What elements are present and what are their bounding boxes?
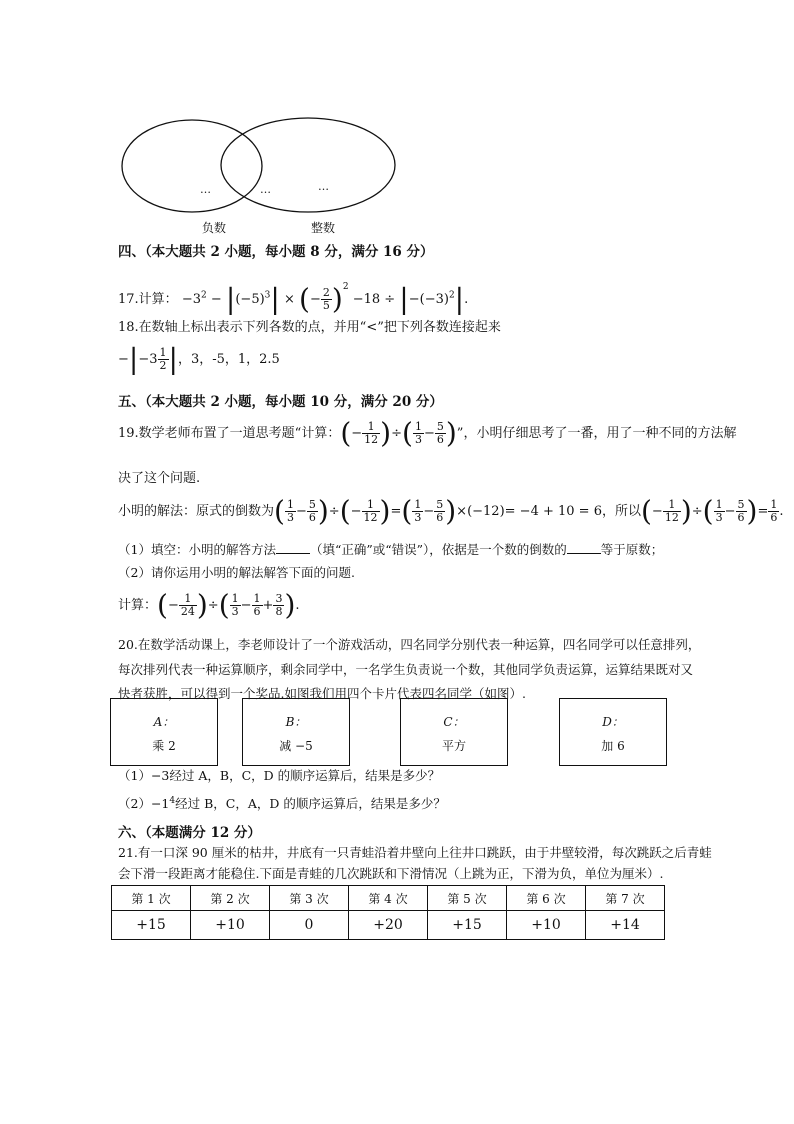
c-po1: ( xyxy=(157,588,168,622)
q17-term7-exp: 2 xyxy=(448,290,455,301)
q19-lead: 19.数学老师布置了一道思考题“计算： xyxy=(118,426,341,441)
card-d-op: 加 6 xyxy=(601,739,625,753)
c-f2d: 3 xyxy=(231,605,239,618)
c-f1d: 24 xyxy=(180,605,195,618)
q20-s1c: 经过 A，B，C，D 的顺序运算后，结果是多少？ xyxy=(169,768,441,783)
q17-abs-open: | xyxy=(225,282,236,316)
q20-sub1 xyxy=(118,766,440,784)
s-po5: ( xyxy=(702,494,714,528)
q17-frac-exp: 2 xyxy=(342,282,349,292)
q17-abs2-open: | xyxy=(399,282,409,316)
card-c xyxy=(400,698,508,766)
q19-frac3 xyxy=(435,421,446,446)
q19-solution: 小明的解法：原式的倒数为( $\frac{1}{3}$ − $\frac{5}{6}$ )÷(− $\frac{1}{12}$ )=( $\frac{1}{3}$ − $\frac{5}{6}$ )×(−12)= −4 + 10 = 6，所以(− $\frac{1}{12}$ )÷( $\frac{1}{3}$ − $\frac{5}{6}$ )= $\frac{1}{6}$ . xyxy=(118,494,784,528)
s-f3 xyxy=(362,499,380,524)
card-b-name: B： xyxy=(285,715,307,729)
jump-value: +15 xyxy=(112,911,191,940)
card-d-name: D： xyxy=(602,715,624,729)
jump-value: +10 xyxy=(507,911,586,940)
section-6-title: 六、（本题满分 12 分） xyxy=(118,825,261,841)
c-po2: ( xyxy=(218,588,230,622)
q20-s2exp: 4 xyxy=(169,795,176,806)
q19-sol-times: ×(−12) xyxy=(456,504,505,519)
q18-frac-num: 1 xyxy=(159,346,167,359)
s-f1n: 1 xyxy=(286,498,294,511)
q17-term1-exp: 2 xyxy=(201,290,207,301)
q19-p1c: 等于原数； xyxy=(600,542,664,557)
jump-header: 第 4 次 xyxy=(349,886,428,911)
q17-frac-sign: − xyxy=(309,292,321,307)
s-pc5: ) xyxy=(746,494,758,528)
c-f2n: 1 xyxy=(231,592,239,605)
s-ans-d: 6 xyxy=(770,511,778,524)
s-f5d: 6 xyxy=(436,511,444,524)
q17-fraction xyxy=(321,287,332,312)
q19-calc-lead: 计算： xyxy=(118,598,158,613)
c-f1n: 1 xyxy=(179,593,197,606)
q19-part1 xyxy=(118,540,663,558)
q19-n1: 1 xyxy=(362,421,380,434)
q19-n3: 5 xyxy=(436,420,444,433)
q19-sol-lead: 小明的解法：原式的倒数为 xyxy=(118,504,275,519)
q20-line3: 快者获胜，可以得到一个奖品.如图我们用四个卡片代表四名同学（如图）. xyxy=(118,686,526,701)
card-a xyxy=(110,698,218,766)
s-pc4: ) xyxy=(680,494,692,528)
q17-abs-close: | xyxy=(270,282,280,316)
jump-table-value-row xyxy=(112,911,665,940)
c-f3 xyxy=(252,593,263,618)
q17-minus: − xyxy=(210,292,222,307)
q18-minus: − xyxy=(118,352,129,367)
q19-po1: ( xyxy=(340,416,352,450)
question-17 xyxy=(118,272,469,316)
q20-s2b: −1 xyxy=(150,796,170,811)
card-d xyxy=(559,698,667,766)
s-f6 xyxy=(663,499,681,524)
s-ans xyxy=(768,499,779,524)
c-pc1: ) xyxy=(196,588,208,622)
jump-value: +14 xyxy=(586,911,665,940)
card-c-name: C： xyxy=(443,715,465,729)
jump-header: 第 2 次 xyxy=(191,886,270,911)
c-f2 xyxy=(230,593,241,618)
q17-frac-den: 5 xyxy=(322,299,330,312)
venn-left-dots: … xyxy=(200,183,211,196)
s-f5n: 5 xyxy=(436,498,444,511)
s-f4d: 3 xyxy=(414,511,422,524)
q21-line2: 会下滑一段距离才能稳住.下面是青蛙的几次跳跃和下滑情况（上跳为正，下滑为负，单位为厘米）. xyxy=(118,866,664,881)
q19-p1a: （1）填空：小明的解答方法 xyxy=(118,542,276,557)
q17-term1: −3 xyxy=(181,292,201,307)
s-f1 xyxy=(285,499,296,524)
q17-abs2-close: | xyxy=(454,282,465,316)
q17-paren-open: ( xyxy=(299,282,310,316)
jump-table xyxy=(111,885,665,940)
card-a-op: 乘 2 xyxy=(152,739,176,753)
q19-frac2 xyxy=(413,421,424,446)
s-f6d: 12 xyxy=(664,511,679,524)
question-19: 19.数学老师布置了一道思考题“计算：(− $\frac{1}{12}$ )÷( $\frac{1}{3}$ − $\frac{5}{6}$ )”，小明仔细思考了一番，用了一种不同的方法解 xyxy=(118,416,737,450)
q17-paren-close: ) xyxy=(331,282,343,316)
q20-s1b: −3 xyxy=(150,768,170,783)
q19-p1b: （填“正确”或“错误”），依据是一个数的倒数的 xyxy=(309,542,567,557)
c-f1 xyxy=(179,593,197,618)
s-pc2: ) xyxy=(379,494,391,528)
jump-value: 0 xyxy=(270,911,349,940)
venn-diagram xyxy=(110,108,410,238)
card-b xyxy=(242,698,350,766)
q19-line2: 决了这个问题. xyxy=(118,471,201,486)
s-f8n: 5 xyxy=(737,498,745,511)
jump-value: +15 xyxy=(428,911,507,940)
section-5-title: 五、（本大题共 2 小题，每小题 10 分，满分 20 分） xyxy=(118,394,443,410)
c-f4 xyxy=(273,593,284,618)
jump-header: 第 6 次 xyxy=(507,886,586,911)
q20-line1: 20.在数学活动课上，李老师设计了一个游戏活动，四名同学分别代表一种运算，四名同学可以任意排列， xyxy=(118,637,701,652)
card-c-op: 平方 xyxy=(441,739,466,753)
s-pc3: ) xyxy=(445,494,457,528)
q18-whole: −3 xyxy=(138,352,158,367)
q20-sub2 xyxy=(118,794,446,812)
s-f2 xyxy=(307,499,318,524)
q17-term3-exp: 3 xyxy=(264,290,271,301)
negative-numbers-circle xyxy=(122,120,262,212)
s-f8 xyxy=(736,499,747,524)
q19-part2: （2）请你运用小明的解法解答下面的问题. xyxy=(118,565,355,580)
q18-numbers xyxy=(118,344,280,376)
c-f3d: 6 xyxy=(253,605,261,618)
s-f1d: 3 xyxy=(286,511,294,524)
c-pc2: ) xyxy=(284,588,296,622)
s-f8d: 6 xyxy=(737,511,745,524)
q19-pc2: ) xyxy=(445,416,457,450)
venn-right-dots: … xyxy=(318,180,329,193)
s-f7 xyxy=(714,499,725,524)
s-f4n: 1 xyxy=(414,498,422,511)
s-pc1: ) xyxy=(317,494,329,528)
s-po4: ( xyxy=(640,494,652,528)
s-f6n: 1 xyxy=(663,499,681,512)
integers-circle xyxy=(221,118,395,212)
q19-blank2[interactable] xyxy=(567,541,601,554)
s-f7n: 1 xyxy=(715,498,723,511)
q19-po2: ( xyxy=(402,416,413,450)
q19-blank1[interactable] xyxy=(276,541,310,554)
venn-label-negative: 负数 xyxy=(202,221,227,235)
q20-s2a: （2） xyxy=(118,796,151,811)
s-f4 xyxy=(412,499,423,524)
card-b-op: 减 −5 xyxy=(279,739,313,753)
q19-n2: 1 xyxy=(414,420,422,433)
s-po1: ( xyxy=(274,494,285,528)
section-4-title: 四、（本大题共 2 小题，每小题 8 分，满分 16 分） xyxy=(118,244,434,260)
s-f5 xyxy=(434,499,445,524)
q19-d1: 12 xyxy=(364,433,379,446)
jump-value: +10 xyxy=(191,911,270,940)
s-po2: ( xyxy=(339,494,351,528)
c-f3n: 1 xyxy=(253,592,261,605)
q20-s1a: （1） xyxy=(118,768,151,783)
q17-term7: −(−3) xyxy=(408,292,449,307)
q18-abs-open: | xyxy=(128,342,139,376)
s-f2n: 5 xyxy=(308,498,316,511)
q18-abs-close: | xyxy=(168,342,178,376)
q19-pc1: ) xyxy=(380,416,392,450)
question-18: 18.在数轴上标出表示下列各数的点，并用“<”把下列各数连接起来 xyxy=(118,320,501,335)
q19-calc: 计算：(− $\frac{1}{24}$ )÷( $\frac{1}{3}$ − $\frac{1}{6}$ + $\frac{3}{8}$ ). xyxy=(118,588,300,622)
q18-fraction xyxy=(158,347,169,372)
q20-s2c: 经过 B，C，A，D 的顺序运算后，结果是多少？ xyxy=(175,796,446,811)
q17-prefix: 17.计算： xyxy=(118,292,178,307)
s-f3n: 1 xyxy=(362,499,380,512)
q19-frac1 xyxy=(362,421,380,446)
jump-header: 第 1 次 xyxy=(112,886,191,911)
jump-header: 第 3 次 xyxy=(270,886,349,911)
q17-term3: (−5) xyxy=(235,292,265,307)
venn-label-integer: 整数 xyxy=(311,221,336,235)
s-f7d: 3 xyxy=(715,511,723,524)
jump-value: +20 xyxy=(349,911,428,940)
q17-divide: −18 ÷ xyxy=(352,292,396,307)
q19-tail: ”，小明仔细思考了一番，用了一种不同的方法解 xyxy=(456,426,737,441)
s-ans-n: 1 xyxy=(770,498,778,511)
s-po3: ( xyxy=(401,494,413,528)
q19-sol-mid: = −4 + 10 = 6，所以 xyxy=(504,504,641,519)
c-f4d: 8 xyxy=(275,605,283,618)
jump-header: 第 7 次 xyxy=(586,886,665,911)
q18-rest: ，3，-5，1，2.5 xyxy=(177,352,280,367)
s-f3d: 12 xyxy=(363,511,378,524)
c-f4n: 3 xyxy=(275,592,283,605)
s-f2d: 6 xyxy=(308,511,316,524)
q17-frac-num: 2 xyxy=(322,286,330,299)
card-a-name: A： xyxy=(153,715,175,729)
q19-d3: 6 xyxy=(436,433,444,446)
q18-frac-den: 2 xyxy=(159,359,167,372)
q21-line1: 21.有一口深 90 厘米的枯井，井底有一只青蛙沿着井壁向上往井口跳跃，由于井壁较滑，每次跳跃之后青蛙 xyxy=(118,845,712,860)
jump-header: 第 5 次 xyxy=(428,886,507,911)
q17-times: × xyxy=(283,292,295,307)
q20-line2: 每次排列代表一种运算顺序，剩余同学中，一名学生负责说一个数，其他同学负责运算，运算结果既对又 xyxy=(118,662,694,677)
venn-middle-dots: … xyxy=(260,183,271,196)
q19-d2: 3 xyxy=(414,433,422,446)
q17-end: . xyxy=(464,292,469,307)
jump-table-header-row xyxy=(112,886,665,911)
